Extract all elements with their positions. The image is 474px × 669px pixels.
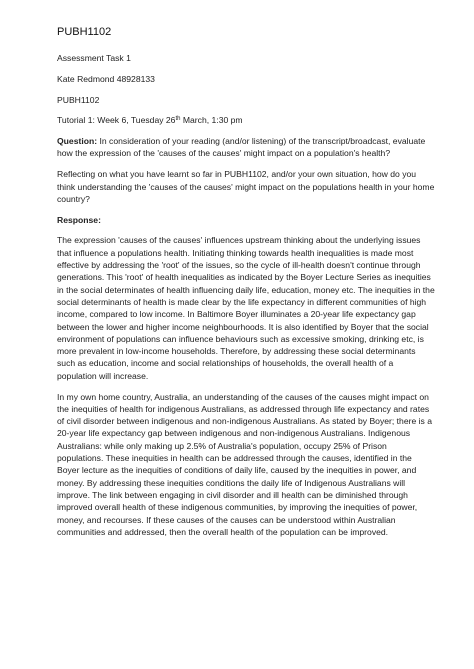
- question-paragraph: [57, 135, 435, 160]
- response-paragraph-2: In my own home country, Australia, an understanding of the causes of the causes might impact on the inequities of health for indigenous Australians, as addressed through life expectancy and rates of civil disorder between indigenous and non-indigenous Australians. As stated by Boyer; there is a 20-year life expectancy gap between indigenous and non-indigenous Australians. Indigenous Australians: while only making up 2.5% of Australia's population, occupy 25% of Prison populations. These inequities in health can be addressed through the causes, identified in the Boyer lecture as the inequities of conditions of daily life, caused by the inequities in power, and money. By addressing these inequities conditions the daily life of Indigenous Australians will improve. The link between engaging in civil disorder and ill health can be diminished through improved overall health of these indigenous communities, by improving the inequities of power, money, and recourses. If these causes of the causes can be understood within Australian communities and addressed, then the overall health of the population can be improved.: [57, 391, 433, 537]
- tutorial-prefix: Tutorial 1: Week 6, Tuesday 26: [57, 115, 176, 126]
- assessment-line: Assessment Task 1: [57, 53, 131, 63]
- question-text: In consideration of your reading (and/or listening) of the transcript/broadcast, evaluate how the expression of the 'causes of the causes' might impact on a population's health?: [57, 136, 426, 159]
- tutorial-sup: th: [175, 116, 181, 123]
- tutorial-line: [57, 114, 435, 126]
- question-label: Question:: [57, 136, 98, 147]
- page-header: PUBH1102: [57, 26, 112, 38]
- author-line: Kate Redmond 48928133: [57, 73, 155, 84]
- response-label: Response:: [57, 214, 101, 225]
- reflection-paragraph: Reflecting on what you have learnt so far in PUBH1102, and/or your own situation, how do you think understanding the 'causes of the causes' might impact on the populations health in your home country?: [57, 169, 435, 204]
- response-paragraph-1: The expression 'causes of the causes' influences upstream thinking about the underlying issues that influence a populations health. Initiating thinking towards health inequalities is made most effective by addressing the 'root' of the issues, so the cycle of ill-health doesn't continue through generations. This 'root' of health inequalities as indicated by the Boyer Lecture Series as inequities in the social determinates of health influencing daily life, education, money etc. The inequities in the social determinants of health is made clear by the life expectancy in different communities of high income, compared to low income. In Baltimore Boyer illuminates a 20-year life expectancy gap between the lower and higher income neighbourhoods. It is also identified by Boyer that the social environment of populations can influence behaviours such as excessive smoking, drinking etc, is more prevalent in low-income households. Therefore, by addressing these social determinants such as education, income and social relationships of households, the overall health of a population will increase.: [57, 235, 435, 381]
- document-body: [57, 52, 435, 547]
- tutorial-suffix: March, 1:30 pm: [180, 115, 243, 126]
- course-line: PUBH1102: [57, 94, 100, 105]
